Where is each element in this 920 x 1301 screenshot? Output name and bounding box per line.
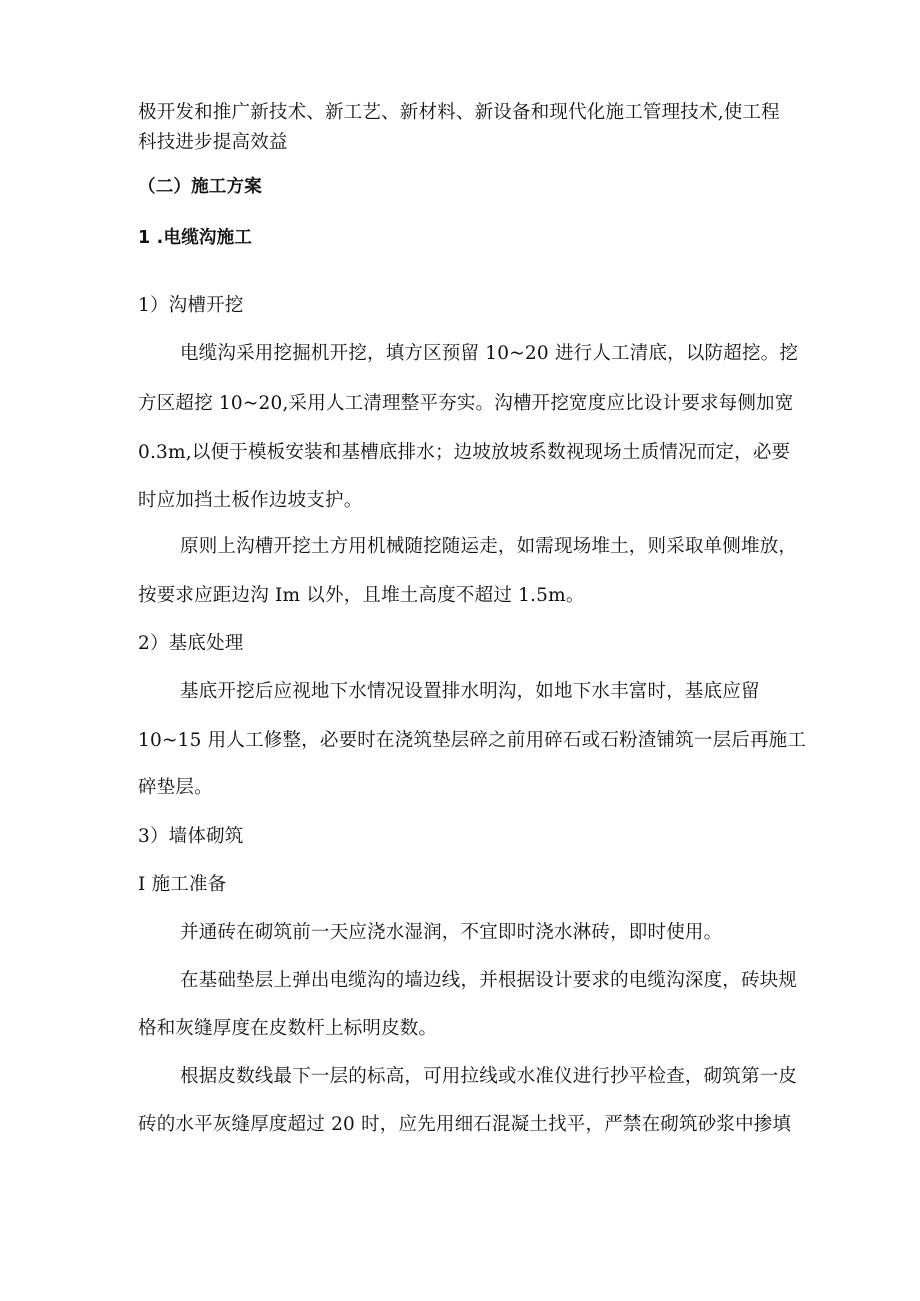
wall-para1-line1: 并通砖在砌筑前一天应浇水湿润，不宜即时浇水淋砖，即时使用。: [180, 922, 723, 943]
wall-para2-line2: 格和灰缝厚度在皮数杆上标明皮数。: [138, 1018, 438, 1039]
wall-para3-line2: 砖的水平灰缝厚度超过 20 时，应先用细石混凝土找平，严禁在砌筑砂浆中掺填: [138, 1114, 792, 1135]
section-heading: （二）施工方案: [138, 177, 262, 197]
base-heading: 2）基底处理: [138, 633, 244, 654]
wall-heading: 3）墙体砌筑: [138, 826, 244, 847]
base-para1-line2: 10~15 用人工修整，必要时在浇筑垫层碎之前用碎石或石粉渣铺筑一层后再施工: [138, 730, 807, 751]
base-para1-line3: 碎垫层。: [138, 777, 213, 798]
trench-para1-line4: 时应加挡土板作边坡支护。: [138, 490, 363, 511]
trench-para1-line3: 0.3m,以便于模板安装和基槽底排水；边坡放坡系数视现场土质情况而定，必要: [138, 442, 791, 463]
subsection-heading: 1 .电缆沟施工: [138, 228, 253, 248]
trench-para2-line1: 原则上沟槽开挖土方用机械随挖随运走，如需现场堆土，则采取单侧堆放，: [180, 536, 798, 557]
base-para1-line1: 基底开挖后应视地下水情况设置排水明沟，如地下水丰富时，基底应留: [180, 681, 760, 702]
trench-para1-line1: 电缆沟采用挖掘机开挖，填方区预留 10~20 进行人工清底，以防超挖。挖: [180, 343, 799, 364]
wall-para3-line1: 根据皮数线最下一层的标高，可用拉线或水准仪进行抄平检查，砌筑第一皮: [180, 1066, 798, 1087]
intro-line-2: 科技进步提高效益: [138, 132, 288, 153]
trench-para1-line2: 方区超挖 10~20,采用人工清理整平夯实。沟槽开挖宽度应比设计要求每侧加宽: [138, 393, 794, 414]
trench-heading: 1）沟槽开挖: [138, 295, 244, 316]
wall-sub-heading: I 施工准备: [138, 874, 227, 895]
trench-para2-line2: 按要求应距边沟 Im 以外，且堆土高度不超过 1.5m。: [138, 585, 585, 606]
intro-line-1: 极开发和推广新技术、新工艺、新材料、新设备和现代化施工管理技术,使工程: [138, 102, 780, 123]
wall-para2-line1: 在基础垫层上弹出电缆沟的墙边线，并根据设计要求的电缆沟深度，砖块规: [180, 970, 798, 991]
